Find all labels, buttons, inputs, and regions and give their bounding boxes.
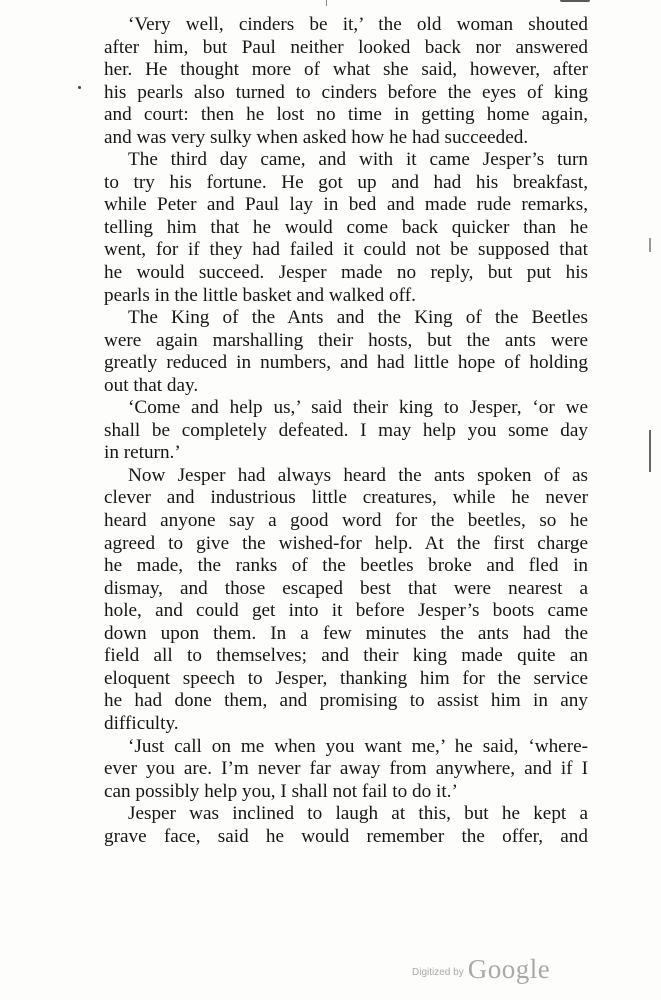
margin-scan-artifact — [649, 238, 651, 252]
watermark-prefix: Digitized by — [412, 967, 464, 978]
text-line: were again marshalling their hosts, but the ants were — [104, 329, 588, 351]
body-text — [104, 14, 588, 848]
text-line: greatly reduced in numbers, and had little hope of holding — [104, 352, 588, 374]
text-line: field all to themselves; and their king made quite an — [104, 645, 588, 667]
text-line: heard anyone say a good word for the beetles, so he — [104, 510, 588, 532]
text-line: he would succeed. Jesper made no reply, but put his — [104, 262, 588, 284]
text-line: ‘Very well, cinders be it,’ the old woman shouted — [128, 14, 588, 35]
text-line: grave face, said he would remember the offer, and — [104, 825, 588, 847]
text-line: hole, and could get into it before Jesper’s boots came — [104, 600, 588, 622]
margin-scan-artifact — [649, 430, 651, 472]
text-line: Jesper was inclined to laugh at this, but he kept a — [128, 803, 588, 825]
margin-speck — [78, 86, 81, 89]
text-line: in return.’ — [104, 442, 181, 464]
text-line: her. He thought more of what she said, however, after — [104, 59, 588, 81]
text-line: shall be completely defeated. I may help you some day — [104, 419, 588, 441]
text-line: to try his fortune. He got up and had his breakfast, — [104, 171, 588, 193]
text-line: he had done them, and promising to assist him in any — [104, 690, 588, 712]
text-line: ever you are. I’m never far away from anywhere, and if I — [104, 758, 588, 780]
text-line: can possibly help you, I shall not fail to do it.’ — [104, 780, 458, 802]
text-line: and court: then he lost no time in getting home again, — [104, 104, 588, 126]
text-line: The King of the Ants and the King of the Beetles — [128, 307, 588, 329]
text-line: ‘Just call on me when you want me,’ he said, ‘where- — [128, 735, 588, 757]
text-line: and was very sulky when asked how he had succeeded. — [104, 126, 529, 148]
google-logo: Google — [467, 954, 551, 984]
digitized-by-google-watermark — [412, 948, 550, 984]
text-line: agreed to give the wished-for help. At the first charge — [104, 532, 588, 554]
text-line: Now Jesper had always heard the ants spoken of as — [128, 464, 588, 486]
text-line: went, for if they had failed it could not be supposed that — [104, 239, 588, 261]
text-line: down upon them. In a few minutes the ants had the — [104, 622, 588, 644]
text-line: pearls in the little basket and walked off. — [104, 284, 416, 306]
text-line: The third day came, and with it came Jesper’s turn — [128, 149, 588, 171]
text-line: he made, the ranks of the beetles broke and fled in — [104, 555, 588, 577]
text-line: telling him that he would come back quicker than he — [104, 216, 588, 238]
page-header-fragment — [560, 0, 590, 2]
text-line: ‘Come and help us,’ said their king to Jesper, ‘or we — [128, 397, 588, 419]
text-line: dismay, and those escaped best that were nearest a — [104, 577, 588, 599]
text-line: out that day. — [104, 374, 199, 396]
text-line: clever and industrious little creatures, while he never — [104, 487, 588, 509]
text-line: after him, but Paul neither looked back nor answered — [104, 36, 588, 58]
text-line: his pearls also turned to cinders before the eyes of king — [104, 81, 588, 103]
scan-mark — [326, 0, 327, 6]
text-line: eloquent speech to Jesper, thanking him for the service — [104, 667, 588, 689]
text-line: while Peter and Paul lay in bed and made rude remarks, — [104, 194, 588, 216]
text-line: difficulty. — [104, 712, 179, 734]
